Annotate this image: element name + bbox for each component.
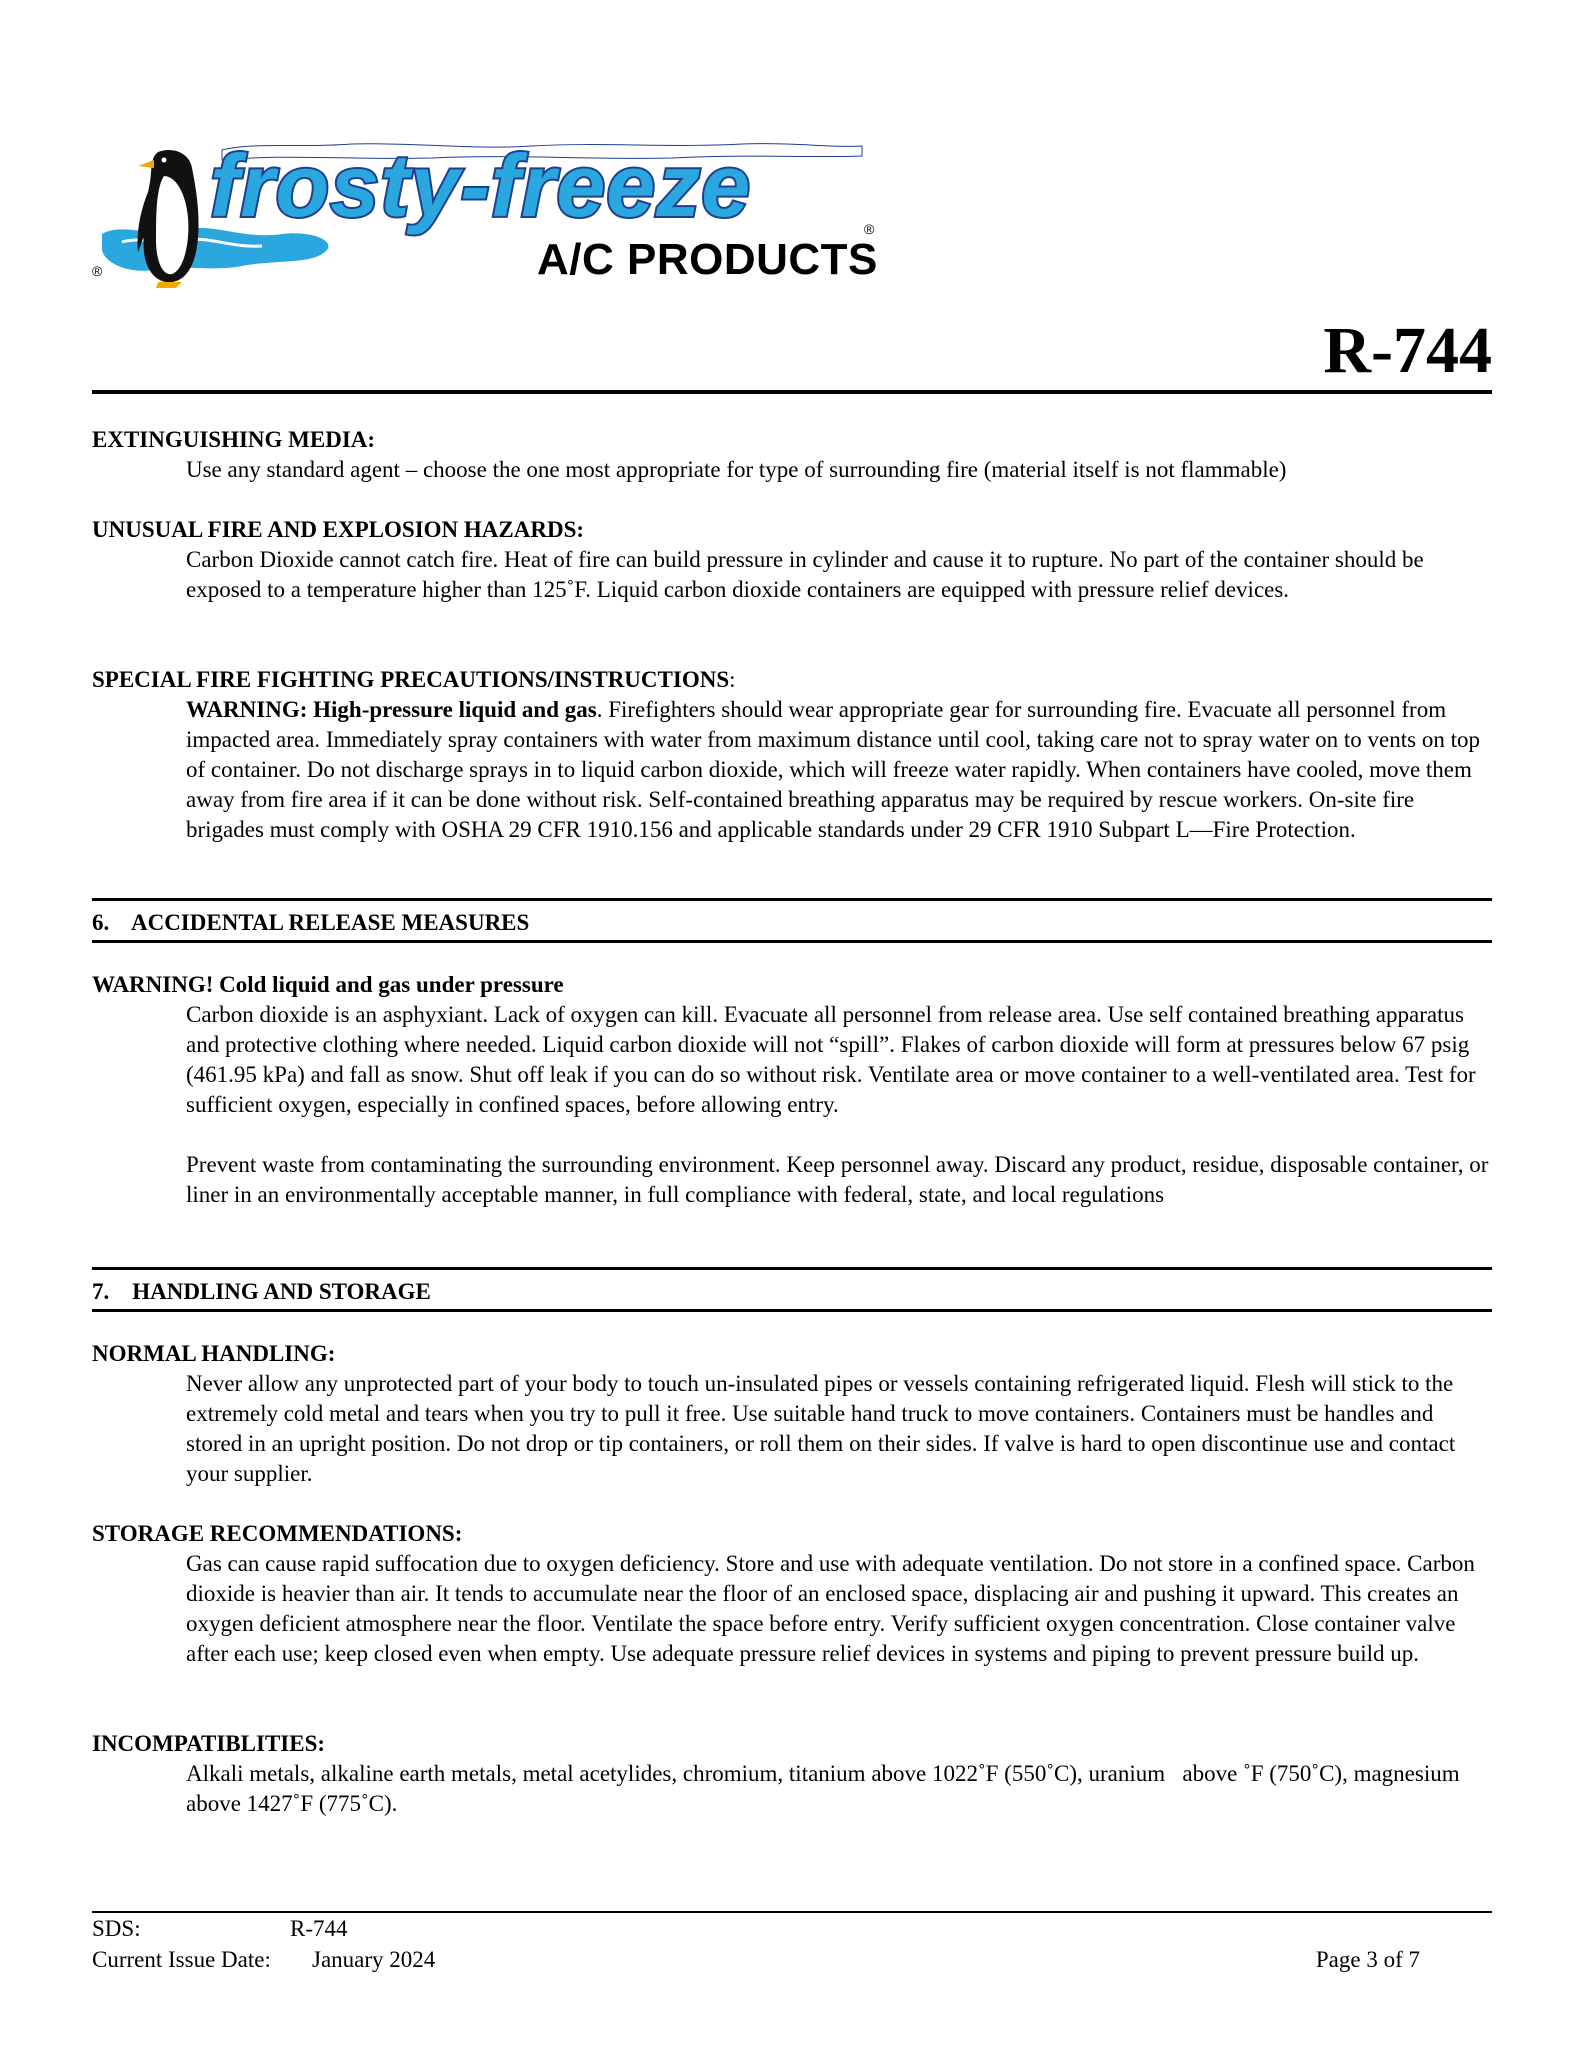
special-precautions-body: . Firefighters should wear appropriate gear for surrounding fire. Evacuate all personnel from impacted area. Immediately spray containers with water from maximum distance until cool, taking care not to spray water on to vents on top of container. Do not discharge sprays in to liquid carbon dioxide, which will freeze water rapidly. When containers have cooled, move them away from fire area if it can be done without risk. Self-contained breathing apparatus may be required by rescue workers. On-site fire brigades must comply with OSHA 29 CFR 1910.156 and applicable standards under 29 CFR 1910 Subpart L—Fire Protection.: [186, 697, 1480, 842]
special-precautions-colon: :: [729, 667, 736, 692]
special-precautions-title: SPECIAL FIRE FIGHTING PRECAUTIONS/INSTRUCTIONS: [92, 667, 730, 692]
waste-disposal-text: Prevent waste from contaminating the surrounding environment. Keep personnel away. Discard any product, residue, disposable container, or liner in an environmentally acceptable manner, in full compliance with federal, state, and local regulations: [186, 1152, 1489, 1207]
issue-date-label: Current Issue Date:: [92, 1947, 271, 1972]
section-7-title: 7. HANDLING AND STORAGE: [92, 1279, 431, 1304]
section-rule: [92, 1309, 1492, 1312]
special-warning: WARNING: High-pressure liquid and gas: [186, 697, 597, 722]
brand-subtitle: A/C PRODUCTS: [537, 235, 878, 284]
issue-date-value: January 2024: [312, 1947, 436, 1972]
storage-heading: STORAGE RECOMMENDATIONS:: [92, 1521, 463, 1546]
brand-logo: [92, 136, 892, 292]
sds-label: SDS:: [92, 1916, 141, 1941]
page-number: Page 3 of 7: [1315, 1947, 1420, 1972]
product-code: R-744: [1323, 314, 1492, 387]
unusual-hazards-heading: UNUSUAL FIRE AND EXPLOSION HAZARDS:: [92, 517, 585, 542]
unusual-hazards-text: Carbon Dioxide cannot catch fire. Heat of fire can build pressure in cylinder and cause it to rupture. No part of the container should be exposed to a temperature higher than 125˚F. Liquid carbon dioxide containers are equipped with pressure relief devices.: [186, 547, 1424, 602]
cold-liquid-warning-heading: WARNING! Cold liquid and gas under pressure: [92, 972, 564, 997]
sds-value: R-744: [290, 1916, 348, 1941]
brand-wordmark: frosty-freeze: [210, 136, 752, 235]
normal-handling-text: Never allow any unprotected part of your body to touch un-insulated pipes or vessels containing refrigerated liquid. Flesh will stick to the extremely cold metal and tears when you try to pull it free. Use suitable hand truck to move containers. Containers must be handles and stored in an upright position. Do not drop or tip containers, or roll them on their sides. If valve is hard to open discontinue use and contact your supplier.: [186, 1371, 1456, 1486]
incompatibilities-heading: INCOMPATIBLITIES:: [92, 1731, 326, 1756]
incompatibilities-text: Alkali metals, alkaline earth metals, metal acetylides, chromium, titanium above 1022˚F (550˚C), uranium above ˚F (750˚C), magnesium above 1427˚F (775˚C).: [186, 1761, 1466, 1816]
special-precautions-text: [186, 695, 1492, 845]
release-measures-text: Carbon dioxide is an asphyxiant. Lack of oxygen can kill. Evacuate all personnel from release area. Use self contained breathing apparatus and protective clothing where needed. Liquid carbon dioxide will not “spill”. Flakes of carbon dioxide will form at pressures below 67 psig (461.95 kPa) and fall as snow. Shut off leak if you can do so without risk. Ventilate area or move container to a well-ventilated area. Test for sufficient oxygen, especially in confined spaces, before allowing entry.: [186, 1002, 1476, 1117]
section-6-title: 6. ACCIDENTAL RELEASE MEASURES: [92, 910, 530, 935]
document-page: [92, 0, 1492, 2048]
section-rule: [92, 940, 1492, 943]
header-rule: [92, 390, 1492, 394]
section-rule: [92, 898, 1492, 901]
normal-handling-heading: NORMAL HANDLING:: [92, 1341, 336, 1366]
special-precautions-heading: [92, 665, 736, 695]
section-rule: [92, 1267, 1492, 1270]
extinguishing-media-text: Use any standard agent – choose the one most appropriate for type of surrounding fire (material itself is not flammable): [186, 457, 1287, 482]
extinguishing-media-heading: EXTINGUISHING MEDIA:: [92, 427, 376, 452]
registered-mark: ®: [92, 263, 103, 279]
storage-text: Gas can cause rapid suffocation due to oxygen deficiency. Store and use with adequate ventilation. Do not store in a confined space. Carbon dioxide is heavier than air. It tends to accumulate near the floor of an enclosed space, displacing air and pushing it upward. This creates an oxygen deficient atmosphere near the floor. Ventilate the space before entry. Verify sufficient oxygen concentration. Close container valve after each use; keep closed even when empty. Use adequate pressure relief devices in systems and piping to prevent pressure build up.: [186, 1551, 1475, 1666]
registered-mark: ®: [864, 221, 875, 237]
